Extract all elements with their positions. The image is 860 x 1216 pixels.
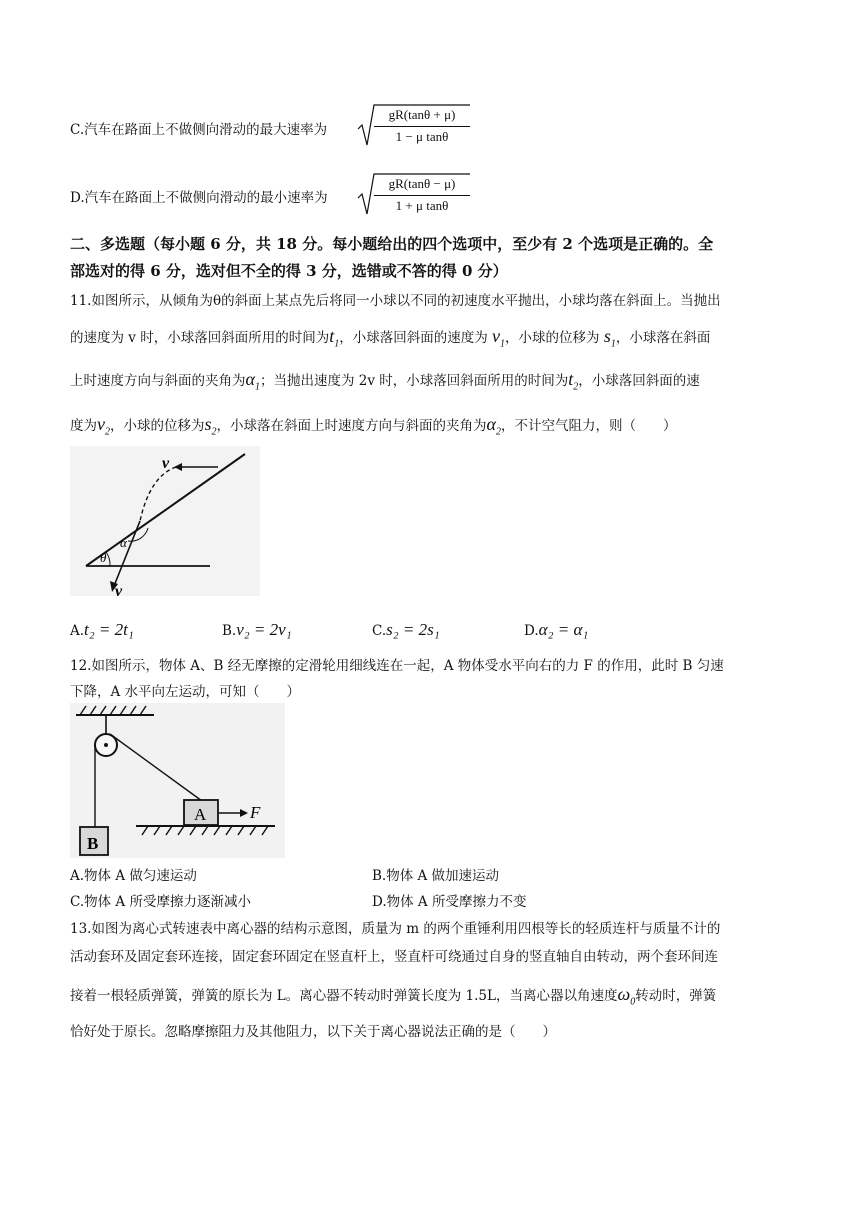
q11-line3-a: 上时速度方向与斜面的夹角为 xyxy=(70,373,246,389)
q12-option-d[interactable]: D.物体 A 所受摩擦力不变 xyxy=(372,894,527,910)
q12-figure xyxy=(70,703,285,858)
q13-line2: 活动套环及固定套环连接，固定套环固定在竖直杆上，竖直杆可绕通过自身的竖直轴自由转动，两个套环间连 xyxy=(70,949,718,965)
option-d-formula xyxy=(356,172,471,222)
fig-label-f: F xyxy=(250,803,261,822)
q11-line1: 11.如图所示，从倾角为θ的斜面上某点先后将同一小球以不同的初速度水平抛出，小球均落在斜面上。当抛出 xyxy=(70,293,721,309)
q11-line4-a: 度为 xyxy=(70,418,97,434)
option-c-text xyxy=(70,118,327,138)
q11-line4-d: ，不计空气阻力，则（ ） xyxy=(500,418,677,434)
option-c-denominator: 1 − μ tanθ xyxy=(395,129,449,144)
q12-option-b[interactable]: B.物体 A 做加速运动 xyxy=(372,868,500,884)
section-heading-line2: 部选对的得 6 分，选对但不全的得 3 分，选错或不答的得 0 分） xyxy=(70,262,508,280)
fig-label-v-top: v xyxy=(162,455,170,472)
q11-line2-c: ，小球的位移为 xyxy=(505,330,600,346)
landing-velocity-arrow xyxy=(114,521,140,586)
q13-line4: 恰好处于原长。忽略摩擦阻力及其他阻力，以下关于离心器说法正确的是（ ） xyxy=(70,1024,556,1040)
option-d-prefix: D.汽车在路面上不做侧向滑动的最小速率为 xyxy=(70,190,328,206)
symbol-t2: $t_2$ xyxy=(568,369,579,393)
trajectory-path xyxy=(140,467,176,521)
option-d-denominator: 1 + μ tanθ xyxy=(395,198,449,213)
symbol-v2: $v_2$ xyxy=(97,414,110,438)
symbol-v1: $v_1$ xyxy=(492,326,506,350)
option-d-text xyxy=(70,186,328,206)
q12-option-a[interactable]: A.物体 A 做匀速运动 xyxy=(70,868,197,884)
symbol-alpha2: $\alpha_2$ xyxy=(486,414,501,438)
fig-label-alpha: α xyxy=(120,535,127,550)
q11-line2-d: ，小球落在斜面 xyxy=(615,330,711,346)
section-heading-line1: 二、多选题（每小题 6 分，共 18 分。每小题给出的四个选项中，至少有 2 个选项是正确的。全 xyxy=(70,235,714,253)
q11-line2-b: ，小球落回斜面的速度为 xyxy=(339,330,488,346)
symbol-t1: $t_1$ xyxy=(329,326,340,350)
fig-label-v-bottom: v xyxy=(115,583,123,596)
option-c-numerator: gR(tanθ + μ) xyxy=(374,105,470,127)
symbol-s2: $s_2$ xyxy=(204,414,217,438)
q12-line2: 下降，A 水平向左运动，可知（ ） xyxy=(70,684,301,700)
arrow-head-icon xyxy=(240,809,248,817)
q11-line4 xyxy=(70,414,676,438)
q11-line4-c: ，小球落在斜面上时速度方向与斜面的夹角为 xyxy=(216,418,487,434)
q11-option-d[interactable]: D.α₂ = α₁ xyxy=(524,620,589,639)
q12-option-c[interactable]: C.物体 A 所受摩擦力逐渐减小 xyxy=(70,894,251,910)
fig-label-a: A xyxy=(194,805,207,824)
q11-line3-c: ，小球落回斜面的速 xyxy=(578,373,700,389)
rope-to-a xyxy=(110,734,202,801)
fig-label-theta: θ xyxy=(100,550,107,565)
option-d-numerator: gR(tanθ − μ) xyxy=(374,174,470,196)
option-c-formula xyxy=(356,103,471,153)
symbol-alpha1: $\alpha_1$ xyxy=(245,369,260,393)
q13-line3-a: 接着一根轻质弹簧，弹簧的原长为 L。离心器不转动时弹簧长度为 1.5L，当离心器以角速度 xyxy=(70,988,618,1004)
option-c-prefix: C.汽车在路面上不做侧向滑动的最大速率为 xyxy=(70,122,328,138)
q11-line2-a: 的速度为 v 时，小球落回斜面所用的时间为 xyxy=(70,330,330,346)
ceiling-hatch xyxy=(80,706,146,715)
q12-line1: 12.如图所示，物体 A、B 经无摩擦的定滑轮用细线连在一起，A 物体受水平向右的力 F 的作用，此时 B 匀速 xyxy=(70,658,724,674)
q11-option-a[interactable]: A.t₂ = 2t₁ xyxy=(70,620,134,639)
ground-hatch xyxy=(142,826,268,835)
fig-label-b: B xyxy=(87,834,99,853)
symbol-s1: $s_1$ xyxy=(603,326,616,350)
q11-option-b[interactable]: B.v₂ = 2v₁ xyxy=(222,620,292,639)
q11-line3-b: ；当抛出速度为 2v 时，小球落回斜面所用的时间为 xyxy=(259,373,569,389)
q11-option-c[interactable]: C.s₂ = 2s₁ xyxy=(372,620,440,639)
q11-line2 xyxy=(70,326,710,350)
theta-arc xyxy=(106,552,110,566)
q11-line3 xyxy=(70,369,700,393)
symbol-omega0: $\omega_0$ xyxy=(617,984,636,1008)
q11-figure xyxy=(70,446,260,596)
q13-line1: 13.如图为离心式转速表中离心器的结构示意图，质量为 m 的两个重锤利用四根等长的轻质连杆与质量不计的 xyxy=(70,921,721,937)
q13-line3-b: 转动时，弹簧 xyxy=(635,988,717,1004)
q13-line3 xyxy=(70,984,716,1008)
q11-line4-b: ，小球的位移为 xyxy=(110,418,205,434)
